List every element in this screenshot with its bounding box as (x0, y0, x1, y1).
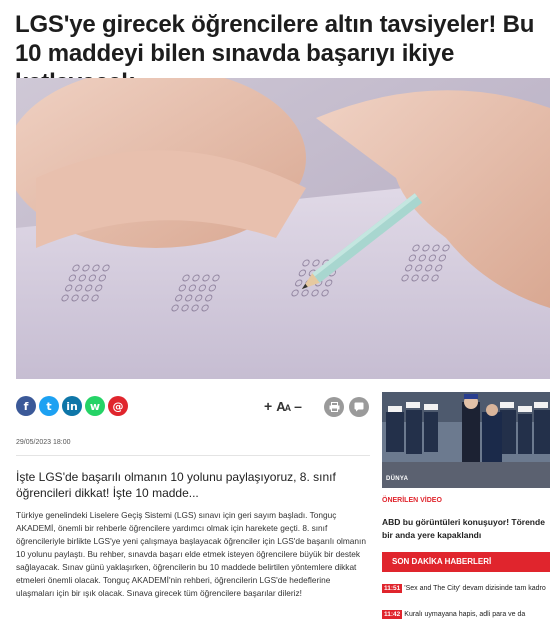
article-body: Türkiye genelindeki Liselere Geçiş Sistemi (LGS) sınavı için geri sayım başladı. Tonguç AKADEMİ, önemli bir rehberle öğrencilere yardımcı olmak için harekete geçti. 8. sınıf öğrencileriyle birlikte LGS'ye yeni çalışmaya başlayacak öğrenciler için LGS'de başarılı olmanın 10 yolunu paylaştı. Bu rehber, sınavda başarı elde etmek isteyen öğrencilere büyük bir destek sağlayacak. Sınav günü yaklaşırken, öğrencilerin bu 10 maddede belirtilen yöntemlere dikkat etmeleri önemli olacak. Tonguç AKADEMİ'nin rehberi, öğrencilerin LGS'de hedeflerine ulaşmaları için bir ışık olacak. Sınava girecek tüm öğrencilere başarılar dileriz! (16, 510, 366, 598)
print-button[interactable] (324, 397, 344, 417)
print-icon (329, 402, 340, 412)
whatsapp-icon: w (89, 399, 101, 413)
comment-icon (354, 402, 364, 412)
font-size-icon: AA (276, 398, 291, 414)
article-toolbar (16, 396, 370, 420)
news-time: 11:51 (384, 585, 401, 592)
share-buttons (16, 396, 128, 416)
whatsapp-share-button[interactable] (85, 396, 105, 416)
article-lead: İşte LGS'de başarılı olmanın 10 yolunu paylaşıyoruz, 8. sınıf öğrencileri dikkat! İşte 10 madde... (16, 470, 336, 500)
list-item[interactable] (382, 610, 550, 620)
news-time: 11:42 (384, 611, 401, 618)
email-share-button[interactable] (108, 396, 128, 416)
news-title: Kuralı uymayana hapis, adli para ve da (404, 611, 526, 618)
email-icon: @ (112, 399, 124, 413)
article-tools (324, 397, 369, 417)
article-hero-image (16, 78, 550, 379)
twitter-icon: t (46, 399, 52, 413)
facebook-share-button[interactable] (16, 396, 36, 416)
article-date: 29/05/2023 18:00 (16, 439, 71, 446)
font-size-controls (264, 398, 302, 414)
linkedin-share-button[interactable] (62, 396, 82, 416)
facebook-icon: f (23, 399, 29, 413)
recommended-video-title[interactable]: ABD bu görüntüleri konuşuyor! Törende bir anda yere kapaklandı (382, 517, 545, 540)
recommended-video-thumbnail[interactable] (382, 392, 550, 488)
news-title: 'Sex and The City' devam dizisinde tam kadro (404, 585, 546, 592)
linkedin-icon: in (66, 399, 78, 413)
list-item[interactable] (382, 584, 550, 594)
sidebar (382, 392, 550, 618)
font-decrease-button[interactable]: – (294, 398, 302, 414)
font-increase-button[interactable]: + (264, 398, 273, 414)
divider (16, 455, 370, 456)
article-headline: LGS'ye girecek öğrencilere altın tavsiyeler! Bu 10 maddeyi bilen sınavda başarıyı ikiye (15, 11, 535, 67)
breaking-news-list (382, 584, 550, 633)
comment-button[interactable] (349, 397, 369, 417)
twitter-share-button[interactable] (39, 396, 59, 416)
breaking-news-header[interactable]: SON DAKİKA HABERLERİ (382, 552, 550, 572)
recommended-video-label: ÖNERİLEN VİDEO (382, 497, 442, 504)
category-tag: DÜNYA (386, 476, 409, 482)
